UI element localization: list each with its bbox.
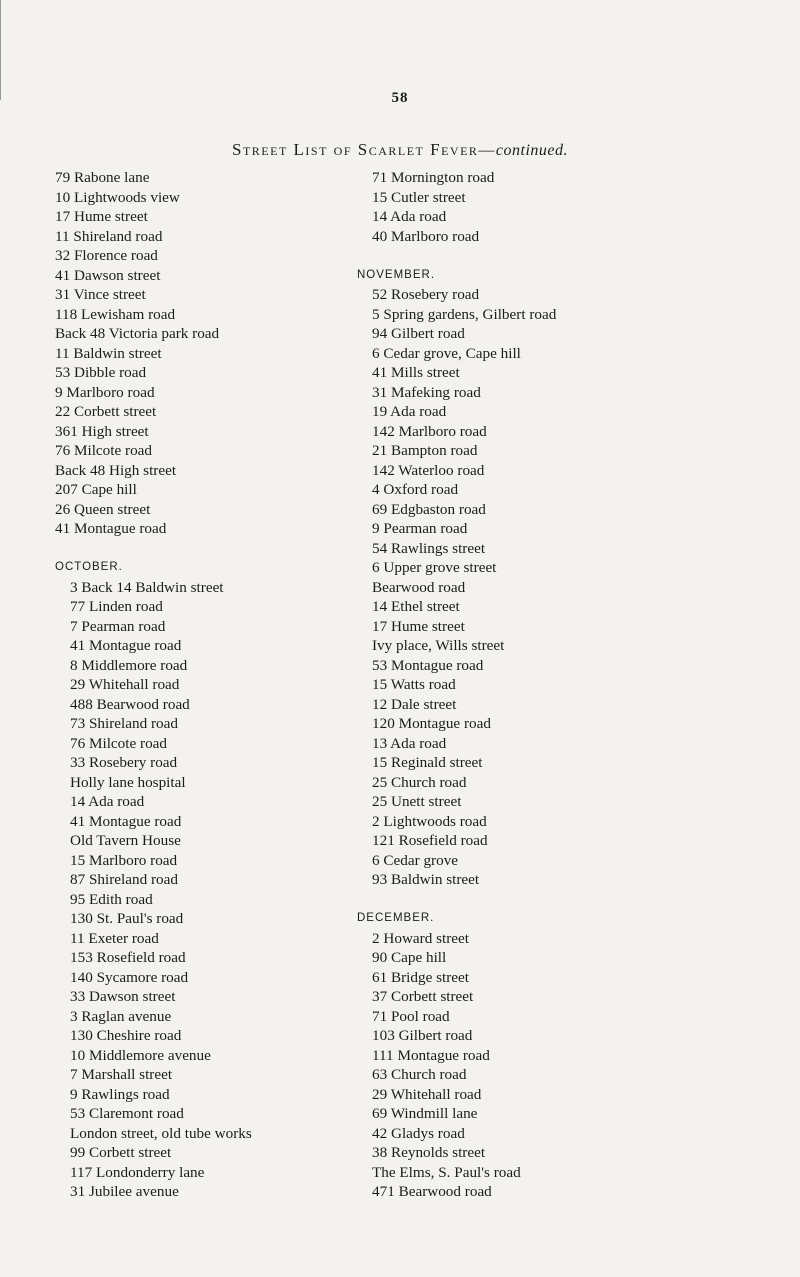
address-entry: 9 Pearman road: [372, 520, 468, 537]
address-entry: 29 Whitehall road: [372, 1085, 482, 1103]
address-entry: Back 48 High street: [55, 461, 177, 479]
right-initial-list: [357, 168, 657, 246]
address-entry: 41 Dawson street: [55, 266, 161, 284]
address-entry: 207 Cape hill: [55, 481, 137, 498]
address-entry: 11 Exeter road: [70, 929, 159, 947]
address-entry: 37 Corbett street: [372, 988, 474, 1005]
address-entry: 26 Queen street: [55, 500, 151, 518]
address-entry: 87 Shireland road: [70, 871, 178, 888]
address-entry: 31 Jubilee avenue: [70, 1183, 179, 1200]
address-entry: 38 Reynolds street: [372, 1144, 486, 1161]
address-entry: 79 Rabone lane: [55, 169, 150, 186]
address-entry: 5 Spring gardens, Gilbert road: [372, 305, 557, 323]
address-entry: 21 Bampton road: [372, 442, 478, 459]
address-entry: Holly lane hospital: [70, 773, 186, 791]
address-entry: 77 Linden road: [70, 598, 163, 615]
address-entry: 63 Church road: [372, 1066, 467, 1083]
address-entry: 142 Waterloo road: [372, 461, 485, 479]
address-entry: Bearwood road: [372, 578, 466, 596]
address-entry: 61 Bridge street: [372, 968, 470, 986]
address-entry: 54 Rawlings street: [372, 539, 486, 557]
address-entry: 95 Edith road: [70, 890, 153, 908]
address-entry: 93 Baldwin street: [372, 871, 480, 888]
october-heading: OCTOBER.: [55, 561, 123, 573]
address-entry: 3 Raglan avenue: [70, 1007, 172, 1025]
address-entry: 11 Baldwin street: [55, 344, 162, 362]
address-entry: 52 Rosebery road: [372, 286, 480, 303]
address-entry: 71 Pool road: [372, 1007, 450, 1025]
address-entry: 10 Middlemore avenue: [70, 1046, 211, 1064]
address-entry: 31 Mafeking road: [372, 383, 481, 401]
address-entry: 15 Marlboro road: [70, 851, 178, 869]
october-list: [55, 578, 355, 1202]
address-entry: 32 Florence road: [55, 247, 158, 264]
address-entry: 14 Ethel street: [372, 598, 460, 615]
address-entry: London street, old tube works: [70, 1124, 252, 1142]
address-entry: 15 Reginald street: [372, 754, 483, 771]
address-entry: 90 Cape hill: [372, 949, 447, 966]
right-column: [357, 168, 657, 1202]
address-entry: 17 Hume street: [372, 617, 465, 635]
address-entry: 40 Marlboro road: [372, 227, 480, 245]
address-entry: 14 Ada road: [70, 793, 145, 810]
address-entry: Old Tavern House: [70, 832, 181, 849]
address-entry: 76 Milcote road: [55, 442, 153, 459]
address-entry: 71 Mornington road: [372, 169, 495, 186]
section-gap: [357, 890, 657, 910]
address-entry: 471 Bearwood road: [372, 1183, 492, 1200]
address-entry: 17 Hume street: [55, 208, 148, 225]
december-list: [357, 929, 657, 1202]
address-entry: 76 Milcote road: [70, 734, 168, 752]
page-number: 58: [391, 90, 409, 106]
address-entry: 53 Montague road: [372, 656, 484, 674]
section-gap: [357, 246, 657, 266]
address-entry: 69 Windmill lane: [372, 1105, 478, 1122]
address-entry: 9 Marlboro road: [55, 383, 155, 401]
address-entry: 140 Sycamore road: [70, 968, 189, 986]
address-entry: 117 Londonderry lane: [70, 1163, 205, 1181]
address-entry: 4 Oxford road: [372, 481, 459, 498]
address-entry: 118 Lewisham road: [55, 305, 176, 323]
address-entry: 111 Montague road: [372, 1046, 490, 1064]
left-column: [55, 168, 355, 1202]
address-entry: 41 Mills street: [372, 364, 460, 381]
address-entry: 14 Ada road: [372, 208, 447, 225]
address-entry: 53 Dibble road: [55, 364, 147, 381]
address-entry: 11 Shireland road: [55, 227, 163, 245]
address-entry: 25 Church road: [372, 773, 467, 791]
address-entry: 361 High street: [55, 422, 149, 440]
address-entry: 99 Corbett street: [70, 1144, 172, 1161]
address-entry: 130 St. Paul's road: [70, 910, 184, 927]
address-entry: 6 Cedar grove: [372, 851, 459, 869]
november-list: [357, 285, 657, 890]
december-heading: DECEMBER.: [357, 912, 435, 924]
address-entry: 73 Shireland road: [70, 715, 178, 732]
address-entry: 3 Back 14 Baldwin street: [70, 578, 224, 596]
address-entry: 22 Corbett street: [55, 403, 157, 420]
address-entry: 2 Howard street: [372, 929, 469, 947]
address-entry: 7 Marshall street: [70, 1066, 173, 1083]
address-entry: 41 Montague road: [70, 637, 182, 654]
address-entry: The Elms, S. Paul's road: [372, 1163, 521, 1181]
address-entry: 94 Gilbert road: [372, 325, 465, 342]
address-entry: Ivy place, Wills street: [372, 637, 505, 654]
address-entry: 130 Cheshire road: [70, 1027, 182, 1044]
address-entry: 25 Unett street: [372, 793, 462, 810]
address-entry: 142 Marlboro road: [372, 422, 487, 440]
address-entry: 488 Bearwood road: [70, 695, 190, 713]
address-entry: 103 Gilbert road: [372, 1027, 473, 1044]
address-entry: 15 Watts road: [372, 676, 456, 693]
november-heading: NOVEMBER.: [357, 268, 436, 281]
address-entry: 8 Middlemore road: [70, 656, 188, 674]
address-entry: 33 Dawson street: [70, 988, 176, 1005]
title-dash: —: [478, 142, 496, 159]
address-entry: 31 Vince street: [55, 286, 146, 303]
address-entry: Back 48 Victoria park road: [55, 325, 220, 342]
address-entry: 41 Montague road: [70, 812, 182, 830]
title-continued: continued.: [495, 142, 568, 159]
address-entry: 120 Montague road: [372, 715, 491, 732]
address-entry: 13 Ada road: [372, 734, 447, 752]
address-entry: 69 Edgbaston road: [372, 500, 486, 518]
address-entry: 121 Rosefield road: [372, 832, 488, 849]
address-entry: 10 Lightwoods view: [55, 188, 180, 206]
address-entry: 12 Dale street: [372, 695, 457, 713]
address-entry: 15 Cutler street: [372, 188, 466, 206]
address-entry: 53 Claremont road: [70, 1105, 184, 1122]
address-entry: 29 Whitehall road: [70, 676, 180, 693]
title-main: Street List of Scarlet Fever: [232, 140, 479, 159]
left-initial-list: [55, 168, 355, 539]
address-entry: 153 Rosefield road: [70, 949, 186, 966]
section-gap: [55, 539, 355, 559]
address-entry: 7 Pearman road: [70, 617, 166, 635]
address-entry: 41 Montague road: [55, 520, 167, 537]
address-entry: 6 Cedar grove, Cape hill: [372, 344, 521, 362]
page-title: [0, 140, 800, 160]
address-entry: 9 Rawlings road: [70, 1085, 170, 1103]
address-entry: 6 Upper grove street: [372, 559, 497, 576]
address-entry: 19 Ada road: [372, 403, 447, 420]
page-edge-rule: [0, 0, 1, 100]
address-entry: 2 Lightwoods road: [372, 812, 487, 830]
address-entry: 33 Rosebery road: [70, 754, 178, 771]
address-entry: 42 Gladys road: [372, 1124, 465, 1142]
